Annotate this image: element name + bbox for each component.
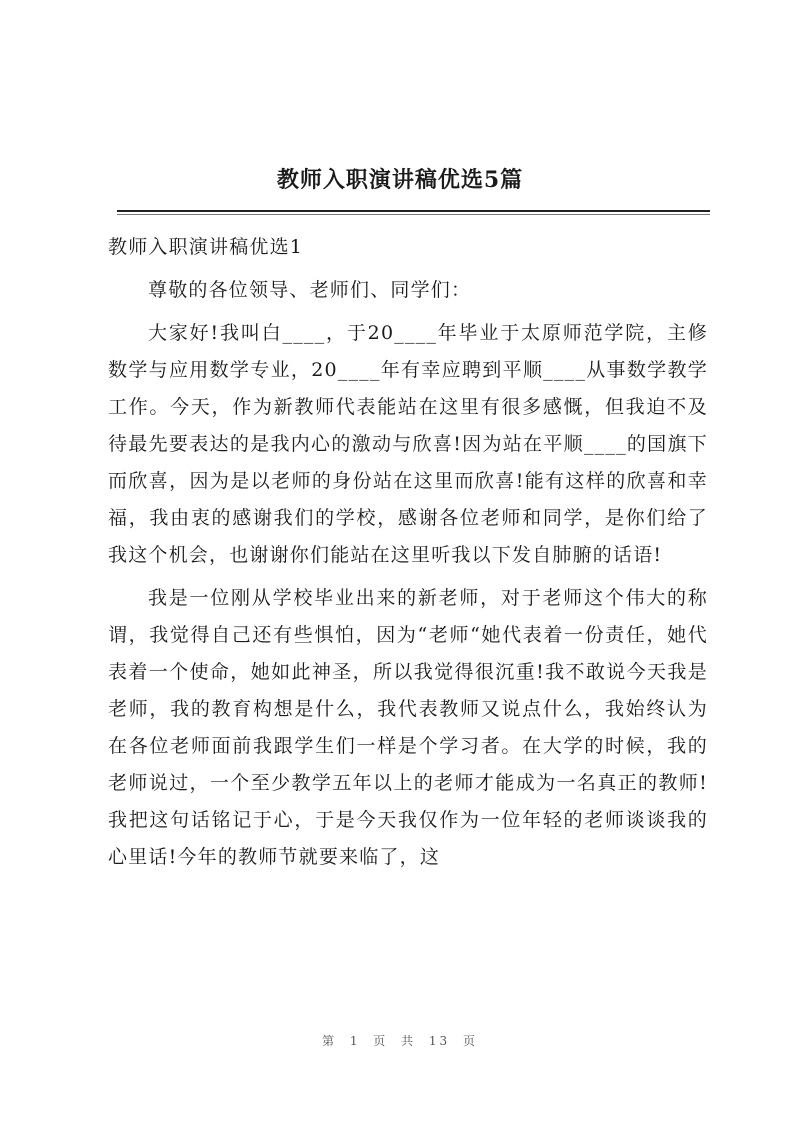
document-body [108,229,708,876]
salutation-paragraph: 尊敬的各位领导、老师们、同学们： [148,279,472,301]
title-divider-thin [117,214,710,215]
document-title: 教师入职演讲稿优选5篇 [276,167,524,193]
page-footer: 第 1 页 共 13 页 [322,1034,478,1048]
section-heading: 教师入职演讲稿优选1 [108,236,304,258]
body-paragraph: 我是一位刚从学校毕业出来的新老师，对于老师这个伟大的称谓，我觉得自己还有些惧怕，因为“老师“她代表着一份责任，她代表着一个使命，她如此神圣，所以我觉得很沉重!我不敢说今天我是老师，我的教育构想是什么，我代表教师又说点什么，我始终认为在各位老师面前我跟学生们一样是个学习者。在大学的时候，我的老师说过，一个至少教学五年以上的老师才能成为一名真正的教师!我把这句话铭记于心，于是今天我仅作为一位年轻的老师谈谈我的心里话!今年的教师节就要来临了，这 [108,587,708,868]
body-paragraph: 大家好!我叫白____，于20____年毕业于太原师范学院，主修数学与应用数学专业，20____年有幸应聘到平顺____从事数学教学工作。今天，作为新教师代表能站在这里有很多感慨，但我迫不及待最先要表达的是我内心的激动与欣喜!因为站在平顺____的国旗下而欣喜，因为是以老师的身份站在这里而欣喜!能有这样的欣喜和幸福，我由衷的感谢我们的学校，感谢各位老师和同学，是你们给了我这个机会，也谢谢你们能站在这里听我以下发自肺腑的话语! [108,322,708,566]
title-divider [117,210,710,212]
